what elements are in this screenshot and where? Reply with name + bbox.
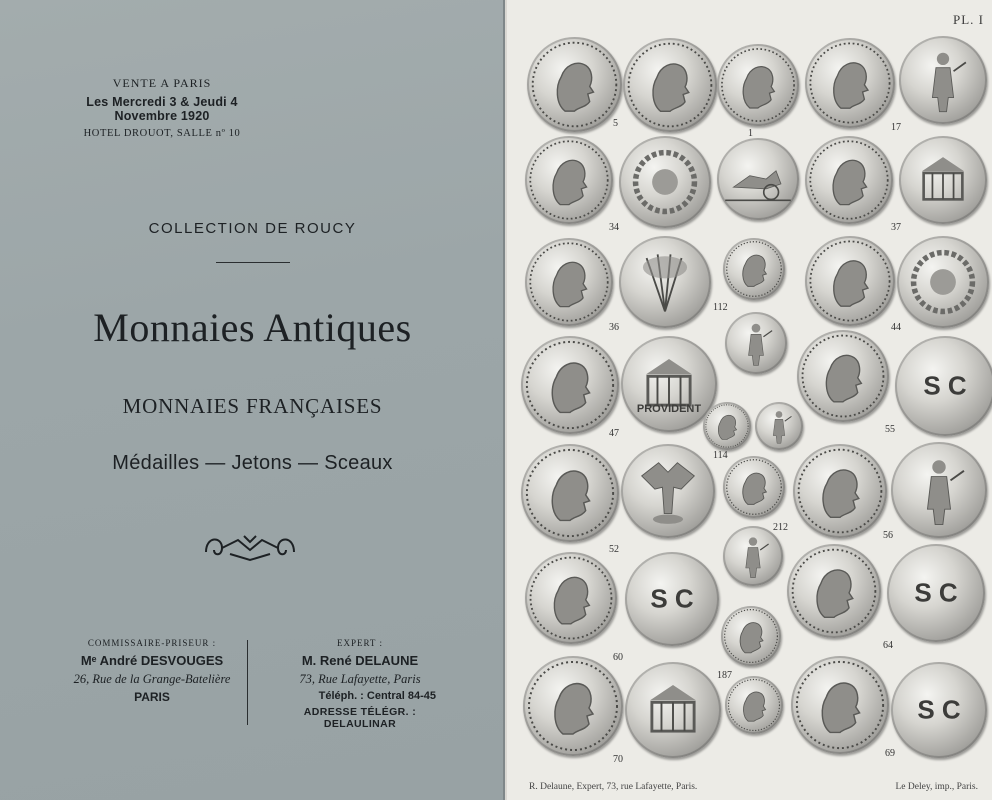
coin-image bbox=[525, 136, 613, 224]
sale-dates: Les Mercredi 3 & Jeudi 4 Novembre 1920 bbox=[86, 95, 238, 123]
printer-credit: Le Deley, imp., Paris. bbox=[895, 782, 978, 792]
coin-image bbox=[755, 402, 803, 450]
coin-number: 5 bbox=[613, 118, 618, 129]
coin-image bbox=[891, 662, 987, 758]
sale-details bbox=[62, 76, 262, 139]
sale-location: VENTE A PARIS bbox=[112, 76, 212, 90]
coin-image bbox=[527, 37, 622, 132]
coin-image bbox=[725, 676, 783, 734]
coin-image bbox=[895, 336, 992, 436]
auctioneer-address: 26, Rue de la Grange-Batelière bbox=[73, 672, 231, 686]
subtitle-french-coins: MONNAIES FRANÇAISES bbox=[122, 394, 383, 418]
coin-image bbox=[625, 662, 721, 758]
coin-image bbox=[899, 36, 987, 124]
auctioneer-city: PARIS bbox=[134, 690, 170, 704]
coin-image bbox=[521, 336, 619, 434]
coin-image bbox=[897, 236, 989, 328]
coin-image bbox=[623, 38, 717, 132]
coin-number: 44 bbox=[891, 322, 901, 333]
coin-legend: PROVIDENT bbox=[636, 402, 702, 415]
coin-number: 60 bbox=[613, 652, 623, 663]
coin-number: 114 bbox=[713, 450, 728, 461]
auctioneer-name: Mᵉ André DESVOUGES bbox=[80, 653, 224, 668]
catalogue-title: Monnaies Antiques bbox=[93, 305, 412, 350]
expert-telephone: Téléph. : Central 84-45 bbox=[318, 690, 436, 702]
coin-image bbox=[891, 442, 987, 538]
coin-plate bbox=[507, 0, 992, 800]
coin-image bbox=[805, 236, 895, 326]
coin-image bbox=[723, 456, 785, 518]
coin-number: 212 bbox=[773, 522, 788, 533]
coin-image bbox=[723, 526, 783, 586]
coin-image bbox=[619, 236, 711, 328]
coin-image bbox=[717, 138, 799, 220]
coin-image bbox=[791, 656, 889, 754]
sale-venue: HOTEL DROUOT, SALLE nº 10 bbox=[83, 128, 241, 139]
coin-image bbox=[525, 552, 617, 644]
expert-name: M. René DELAUNE bbox=[301, 653, 419, 668]
coin-legend: S C bbox=[914, 577, 958, 608]
coin-image bbox=[805, 136, 893, 224]
coin-number: 56 bbox=[883, 530, 893, 541]
coin-number: 187 bbox=[717, 670, 732, 681]
expert-role: EXPERT : bbox=[336, 638, 384, 648]
coin-image bbox=[619, 136, 711, 228]
ornament-icon bbox=[200, 528, 300, 564]
plate-label: PL. I bbox=[953, 12, 984, 27]
title-divider bbox=[216, 262, 290, 263]
coin-number: 37 bbox=[891, 222, 901, 233]
expert-telegraph: ADRESSE TÉLÉGR. : DELAULINAR bbox=[303, 706, 417, 730]
coin-number: 112 bbox=[713, 302, 728, 313]
coin-image bbox=[725, 312, 787, 374]
coin-image bbox=[887, 544, 985, 642]
coin-legend: S C bbox=[917, 694, 961, 725]
coin-number: 36 bbox=[609, 322, 619, 333]
expert-credit: R. Delaune, Expert, 73, rue Lafayette, Paris. bbox=[529, 782, 698, 792]
coin-image bbox=[525, 238, 613, 326]
coin-image bbox=[721, 606, 781, 666]
coin-image bbox=[703, 402, 751, 450]
coin-image bbox=[793, 444, 887, 538]
subtitle-medals: Médailles — Jetons — Sceaux bbox=[112, 452, 393, 474]
coin-number: 17 bbox=[891, 122, 901, 133]
coin-image bbox=[787, 544, 881, 638]
coin-legend: S C bbox=[923, 370, 967, 401]
coin-image bbox=[805, 38, 895, 128]
coin-image bbox=[717, 44, 799, 126]
coin-number: 69 bbox=[885, 748, 895, 759]
coin-number: 64 bbox=[883, 640, 893, 651]
auctioneer-block bbox=[62, 638, 242, 704]
coin-legend: S C bbox=[650, 583, 694, 614]
expert-block bbox=[268, 638, 452, 730]
auctioneer-role: COMMISSAIRE-PRISEUR : bbox=[87, 638, 217, 648]
coin-number: 1 bbox=[748, 128, 753, 139]
expert-address: 73, Rue Lafayette, Paris bbox=[299, 672, 421, 686]
coin-image bbox=[625, 552, 719, 646]
coin-number: 34 bbox=[609, 222, 619, 233]
coin-image bbox=[523, 656, 623, 756]
coin-number: 52 bbox=[609, 544, 619, 555]
coin-image bbox=[723, 238, 785, 300]
coin-number: 47 bbox=[609, 428, 619, 439]
coin-image bbox=[621, 444, 715, 538]
column-divider bbox=[247, 640, 248, 725]
collection-name: COLLECTION DE ROUCY bbox=[148, 220, 357, 237]
coin-image bbox=[899, 136, 987, 224]
coin-number: 70 bbox=[613, 754, 623, 765]
coin-image bbox=[797, 330, 889, 422]
coin-image bbox=[521, 444, 619, 542]
coin-number: 55 bbox=[885, 424, 895, 435]
